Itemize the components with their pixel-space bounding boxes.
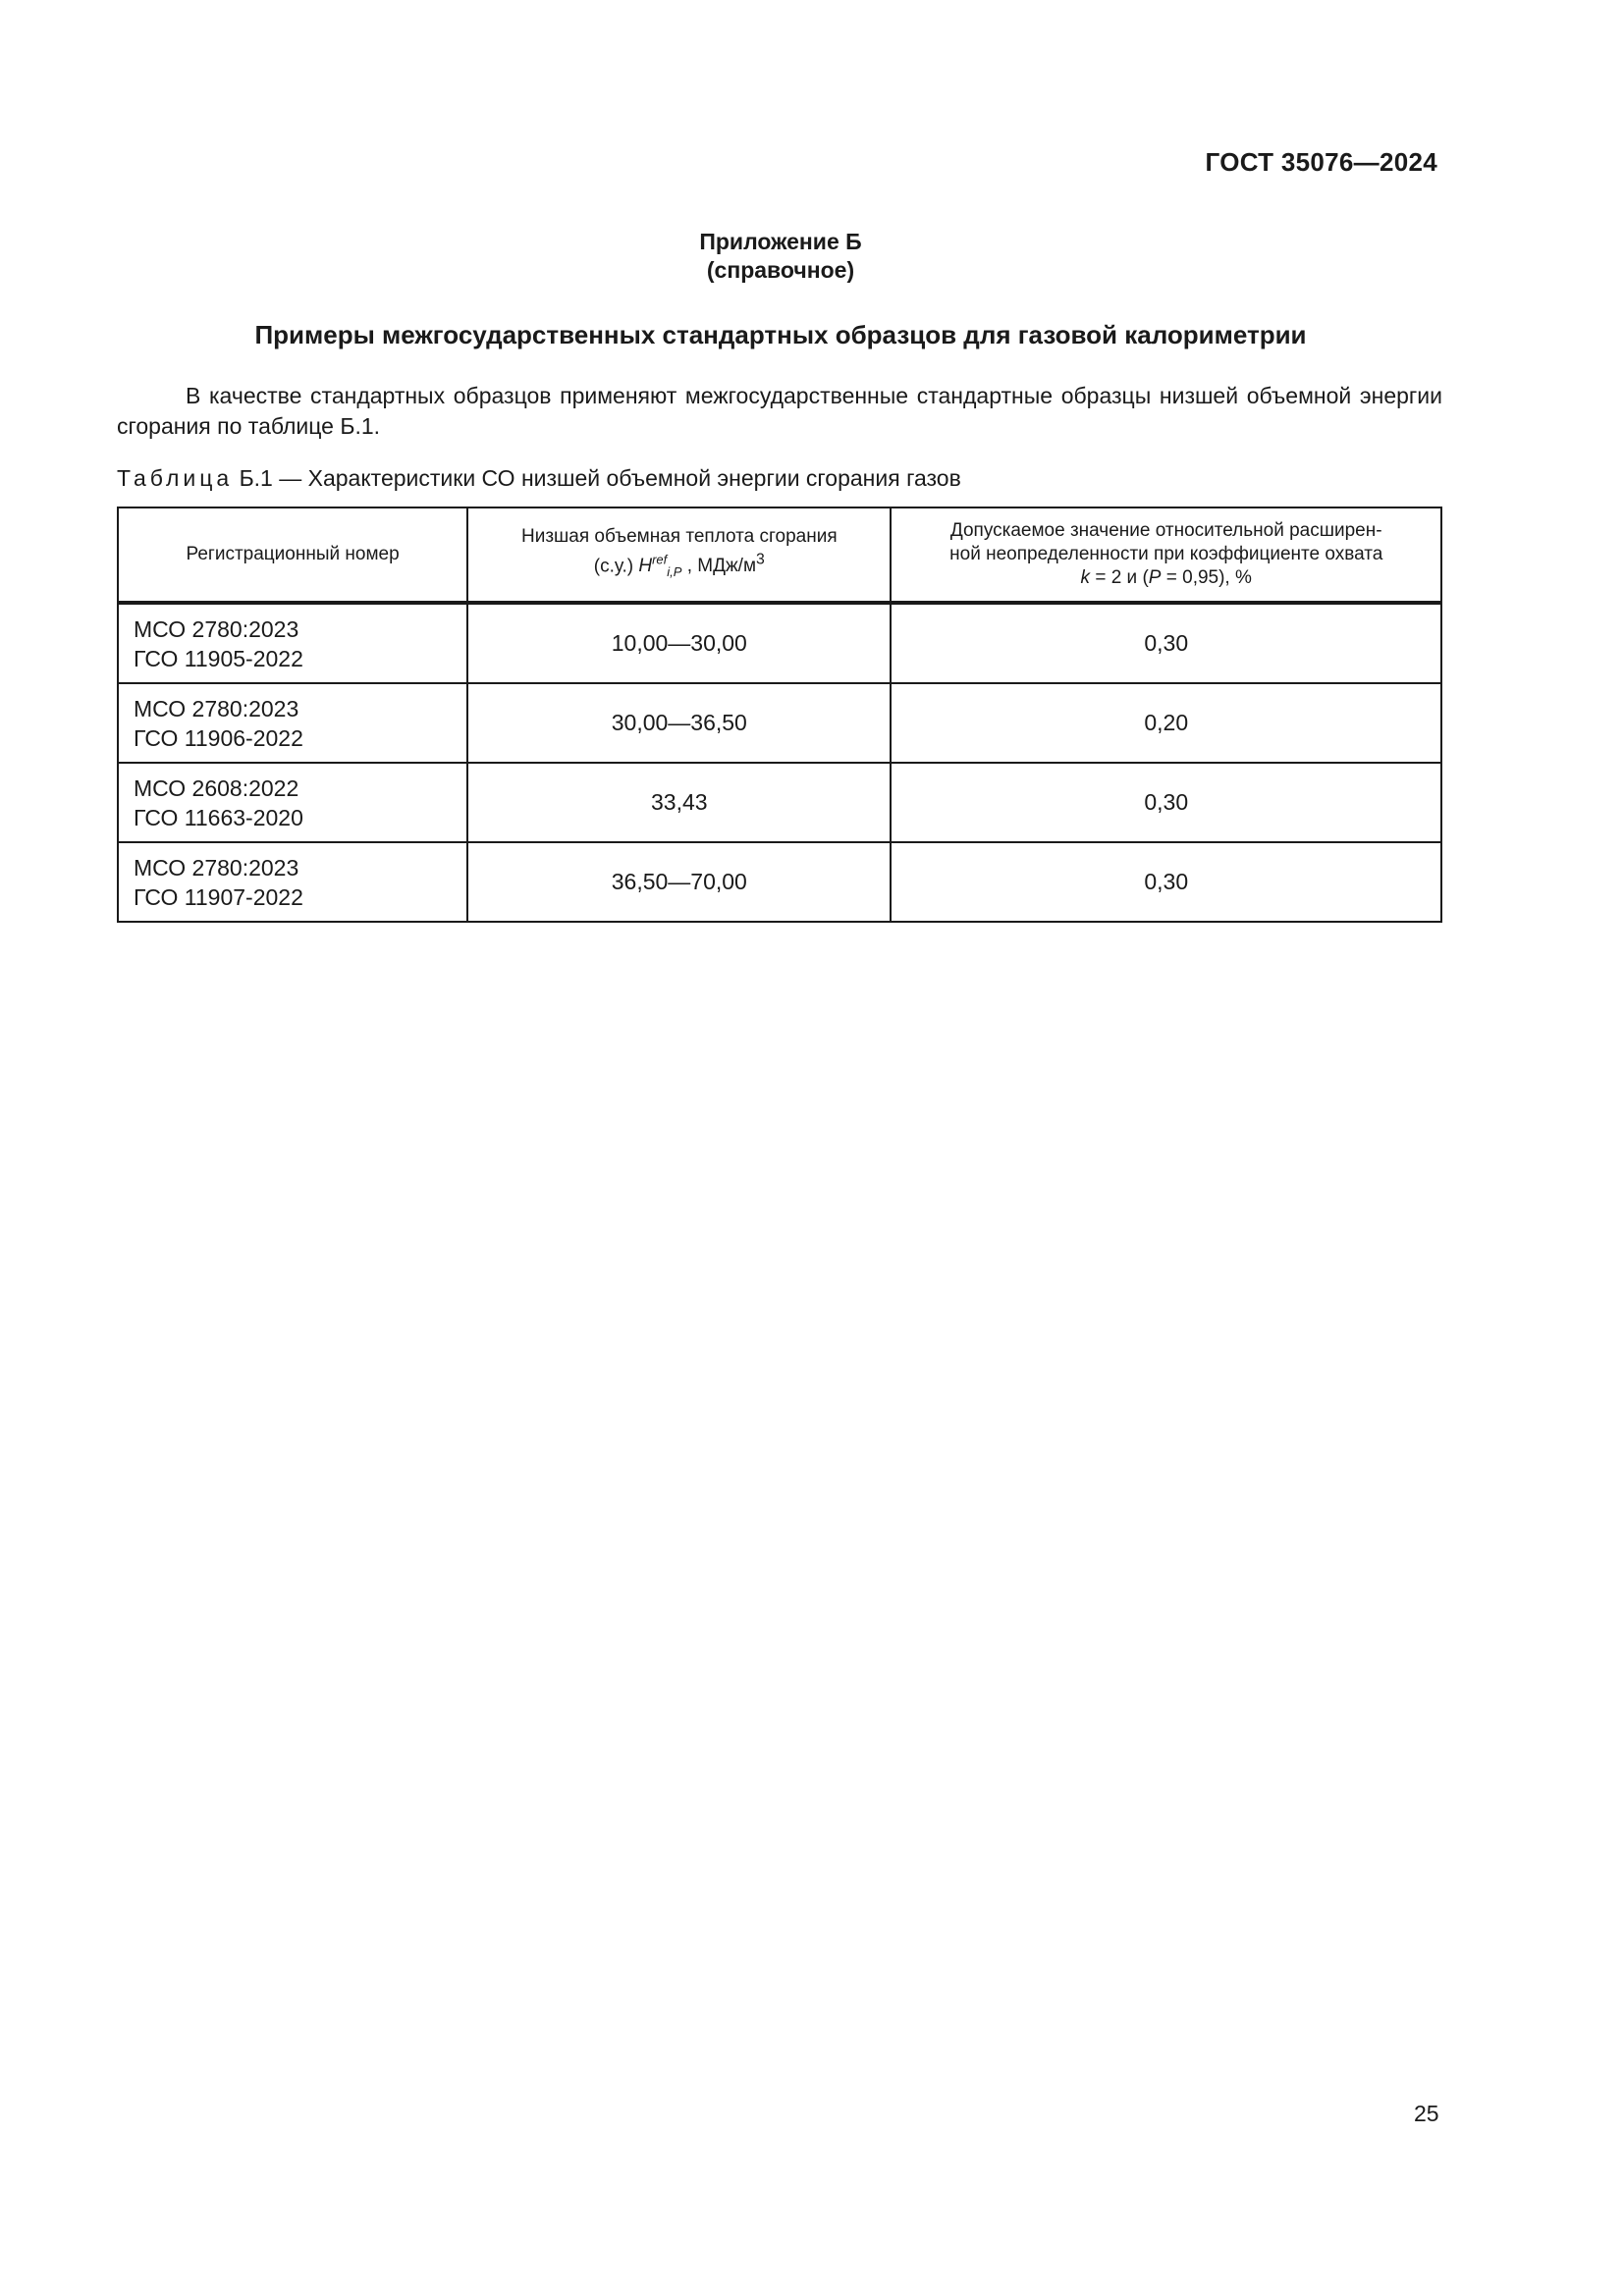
header-heat-line2 — [480, 549, 878, 584]
table-row — [118, 842, 1441, 922]
table-header-row — [118, 507, 1441, 603]
table-row — [118, 683, 1441, 763]
appendix-title: Примеры межгосударственных стандартных образцов для газовой калориметрии — [254, 320, 1307, 349]
table-caption-text: Б.1 — Характеристики СО низшей объемной энергии сгорания газов — [239, 465, 961, 491]
heat-cell: 36,50—70,00 — [467, 842, 891, 922]
appendix-heading — [0, 228, 1561, 285]
uncertainty-cell: 0,20 — [891, 683, 1441, 763]
header-uncertainty — [891, 507, 1441, 603]
heat-cell: 30,00—36,50 — [467, 683, 891, 763]
heat-symbol: $H^{ref}_{i,P}$ — [638, 552, 682, 580]
registration-cell: МСО 2780:2023 ГСО 11906-2022 — [118, 683, 467, 763]
intro-paragraph: В качестве стандартных образцов применяют межгосударственные стандартные образцы низшей объемной энергии сгорания по таблице Б.1. — [117, 383, 1442, 439]
page-number: 25 — [1414, 2101, 1439, 2126]
table-caption-prefix: Таблица — [117, 465, 234, 491]
header-unc-line2: ной неопределенности при коэффициенте охвата — [949, 544, 1383, 564]
registration-cell: МСО 2780:2023 ГСО 11907-2022 — [118, 842, 467, 922]
uncertainty-cell: 0,30 — [891, 603, 1441, 683]
appendix-type: (справочное) — [706, 257, 855, 283]
header-registration-number: Регистрационный номер — [118, 507, 467, 603]
uncertainty-cell: 0,30 — [891, 763, 1441, 842]
table-row — [118, 603, 1441, 683]
heat-cell: 33,43 — [467, 763, 891, 842]
header-heat-line1: Низшая объемная теплота сгорания — [521, 525, 838, 547]
appendix-label: Приложение Б — [699, 229, 862, 254]
heat-cell: 10,00—30,00 — [467, 603, 891, 683]
registration-cell: МСО 2780:2023 ГСО 11905-2022 — [118, 603, 467, 683]
table-caption — [117, 465, 961, 492]
header-unc-line1: Допускаемое значение относительной расширен- — [949, 520, 1382, 541]
header-heat-value — [467, 507, 891, 603]
header-heat-unit: , МДж/$м^3$ — [686, 551, 765, 577]
uncertainty-cell: 0,30 — [891, 842, 1441, 922]
document-code: ГОСТ 35076—2024 — [1205, 147, 1437, 177]
reference-materials-table — [117, 507, 1442, 923]
header-unc-line3: k = 2 и (P = 0,95), % — [1080, 567, 1252, 588]
header-heat-pre: (с.у.) — [593, 556, 634, 577]
table-row — [118, 763, 1441, 842]
registration-cell: МСО 2608:2022 ГСО 11663-2020 — [118, 763, 467, 842]
